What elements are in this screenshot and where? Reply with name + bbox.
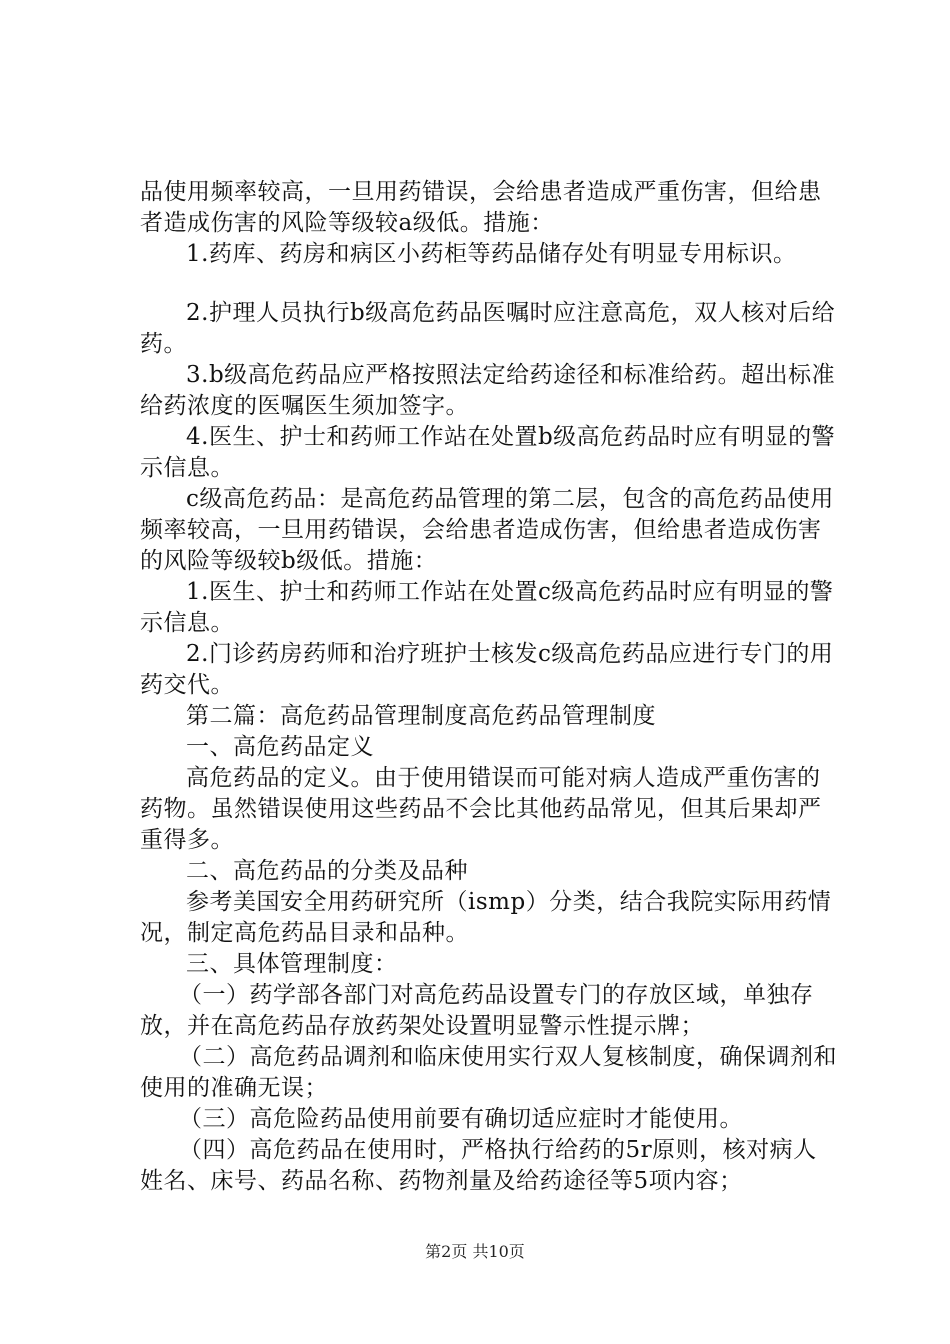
document-body <box>140 177 840 1197</box>
paragraph: （四）高危药品在使用时，严格执行给药的5r原则，核对病人姓名、床号、药品名称、药物剂量及给药途径等5项内容； <box>140 1137 817 1194</box>
paragraph: （一）药学部各部门对高危药品设置专门的存放区域，单独存放，并在高危药品存放药架处设置明显警示性提示牌； <box>140 982 814 1039</box>
paragraph: 1.医生、护士和药师工作站在处置c级高危药品时应有明显的警示信息。 <box>140 579 834 636</box>
section-heading: 第二篇：高危药品管理制度高危药品管理制度 <box>186 703 656 729</box>
section-heading: 二、高危药品的分类及品种 <box>186 858 468 884</box>
paragraph: 2.门诊药房药师和治疗班护士核发c级高危药品应进行专门的用药交代。 <box>140 641 834 698</box>
paragraph: 品使用频率较高，一旦用药错误，会给患者造成严重伤害，但给患者造成伤害的风险等级较a级低。措施： <box>140 179 822 236</box>
paragraph: 4.医生、护士和药师工作站在处置b级高危药品时应有明显的警示信息。 <box>140 424 836 481</box>
paragraph: 1.药库、药房和病区小药柜等药品储存处有明显专用标识。 <box>186 241 797 267</box>
paragraph: （三）高危险药品使用前要有确切适应症时才能使用。 <box>179 1106 743 1132</box>
section-heading: 三、具体管理制度： <box>186 951 398 977</box>
paragraph: 2.护理人员执行b级高危药品医嘱时应注意高危，双人核对后给药。 <box>140 300 836 357</box>
page-footer: 第2页 共10页 <box>425 1242 525 1261</box>
paragraph: 3.b级高危药品应严格按照法定给药途径和标准给药。超出标准给药浓度的医嘱医生须加签字。 <box>140 362 836 419</box>
paragraph: 参考美国安全用药研究所（ismp）分类，结合我院实际用药情况，制定高危药品目录和品种。 <box>140 889 832 946</box>
section-heading: 一、高危药品定义 <box>186 734 374 760</box>
paragraph: 高危药品的定义。由于使用错误而可能对病人造成严重伤害的药物。虽然错误使用这些药品不会比其他药品常见，但其后果却严重得多。 <box>140 765 822 853</box>
paragraph: （二）高危药品调剂和临床使用实行双人复核制度，确保调剂和使用的准确无误； <box>140 1044 837 1101</box>
paragraph-gap <box>140 270 840 298</box>
paragraph: c级高危药品：是高危药品管理的第二层，包含的高危药品使用频率较高，一旦用药错误，会给患者造成伤害，但给患者造成伤害的风险等级较b级低。措施： <box>140 486 834 574</box>
